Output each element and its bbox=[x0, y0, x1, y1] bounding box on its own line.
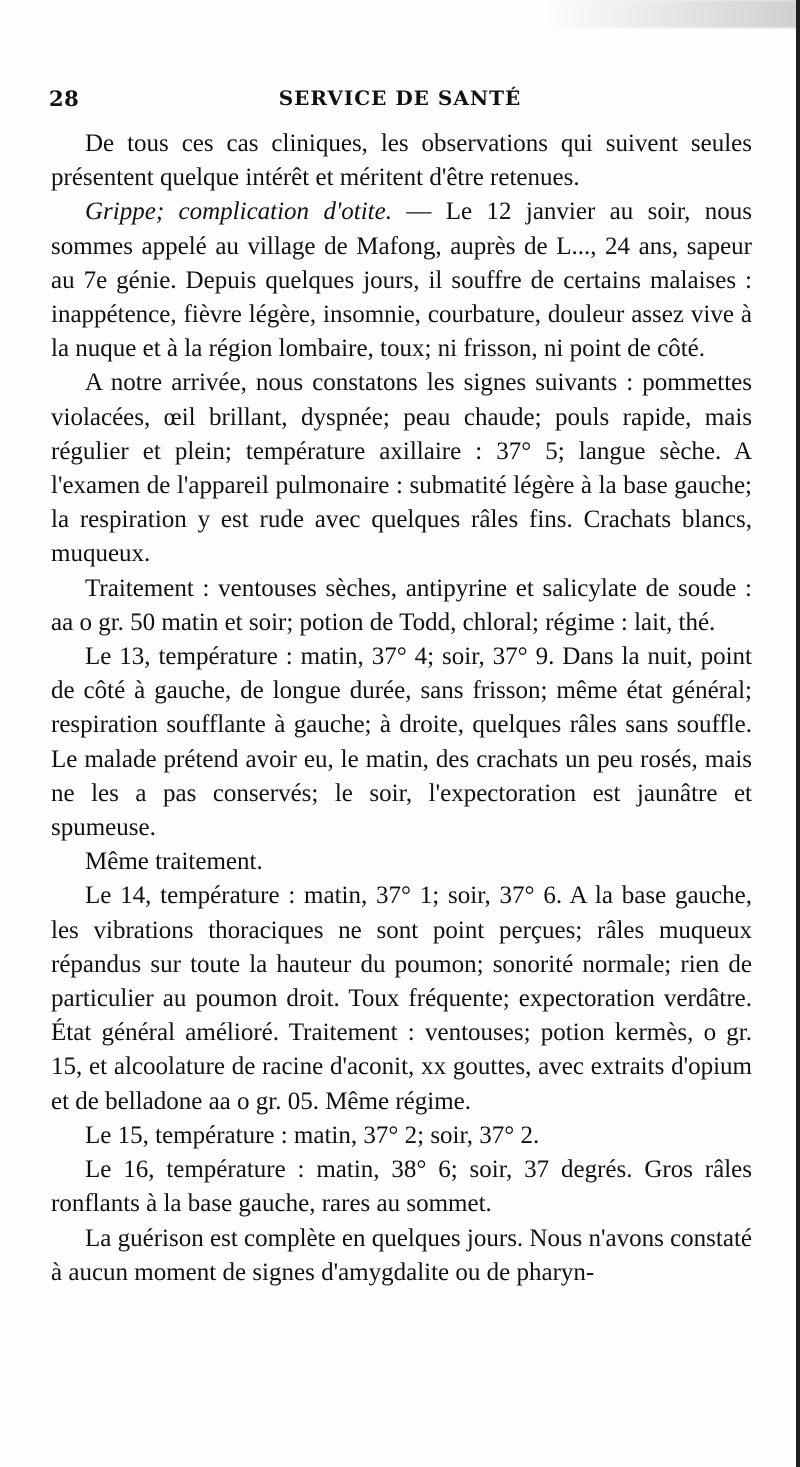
running-title: SERVICE DE SANTÉ bbox=[278, 86, 522, 110]
paragraph-day-13 bbox=[51, 640, 752, 845]
paragraph-text: — Le 12 janvier au soir, nous sommes appelé au village de Mafong, auprès de L..., 24 ans, sapeur au 7e génie. Depuis quelques jours, il souffre de certains malaises : inappétence, fièvre légère, insomnie, courbature, douleur assez vive à la nuque et à la région lombaire, toux; ni frisson, ni point de côté. bbox=[51, 198, 752, 363]
paragraph-text: A notre arrivée, nous constatons les signes suivants : pommettes violacées, œil brillant, dyspnée; peau chaude; pouls rapide, mais régulier et plein; température axillaire : 37° 5; langue sèche. A l'examen de l'appareil pulmonaire : submatité légère à la base gauche; la respiration y est rude avec quelques râles fins. Crachats blancs, muqueux. bbox=[51, 369, 752, 568]
body-text bbox=[51, 127, 752, 1290]
paragraph-text: Le 14, température : matin, 37° 1; soir, 37° 6. A la base gauche, les vibrations thoraciques ne sont point perçues; râles muqueux répandus sur toute la hauteur du poumon; sonorité normale; rien de particulier au poumon droit. Toux fréquente; expectoration verdâtre. État général amélioré. Traitement : ventouses; potion kermès, o gr. 15, et alcoolature de racine d'aconit, xx gouttes, avec extraits d'opium et de belladone aa o gr. 05. Même régime. bbox=[51, 882, 752, 1115]
paragraph-day-14 bbox=[51, 879, 752, 1118]
paragraph-text: De tous ces cas cliniques, les observations qui suivent seules présentent quelque intérêt et méritent d'être retenues. bbox=[51, 130, 752, 192]
paragraph-day-15 bbox=[51, 1119, 752, 1153]
paragraph-text: Le 16, température : matin, 38° 6; soir, 37 degrés. Gros râles ronflants à la base gauche, rares au sommet. bbox=[51, 1156, 752, 1218]
paragraph-text: Même traitement. bbox=[85, 848, 263, 876]
paragraph-text: Le 15, température : matin, 37° 2; soir, 37° 2. bbox=[85, 1121, 540, 1149]
paragraph-recovery bbox=[51, 1222, 752, 1290]
paragraph-case-heading bbox=[51, 195, 752, 366]
running-header bbox=[49, 86, 751, 116]
case-title: Grippe; complication d'otite. bbox=[85, 198, 392, 226]
paragraph-text: La guérison est complète en quelques jours. Nous n'avons constaté à aucun moment de signes d'amygdalite ou de pharyn- bbox=[51, 1224, 752, 1286]
paragraph-day-16 bbox=[51, 1153, 752, 1221]
page-edge bbox=[796, 0, 800, 1467]
paragraph-intro bbox=[51, 127, 752, 195]
paragraph-treatment bbox=[51, 572, 752, 640]
page-number: 28 bbox=[49, 86, 80, 111]
paragraph-text: Le 13, température : matin, 37° 4; soir, 37° 9. Dans la nuit, point de côté à gauche, de longue durée, sans frisson; même état général; respiration soufflante à gauche; à droite, quelques râles sans souffle. Le malade prétend avoir eu, le matin, des crachats un peu rosés, mais ne les a pas conservés; le soir, l'expectoration est jaunâtre et spumeuse. bbox=[51, 643, 752, 842]
paragraph-text: Traitement : ventouses sèches, antipyrine et salicylate de soude : aa o gr. 50 matin et soir; potion de Todd, chloral; régime : lait, thé. bbox=[51, 574, 752, 636]
paragraph-signs bbox=[51, 366, 752, 571]
scan-shadow bbox=[540, 0, 800, 28]
paragraph-same-treatment bbox=[51, 845, 752, 879]
